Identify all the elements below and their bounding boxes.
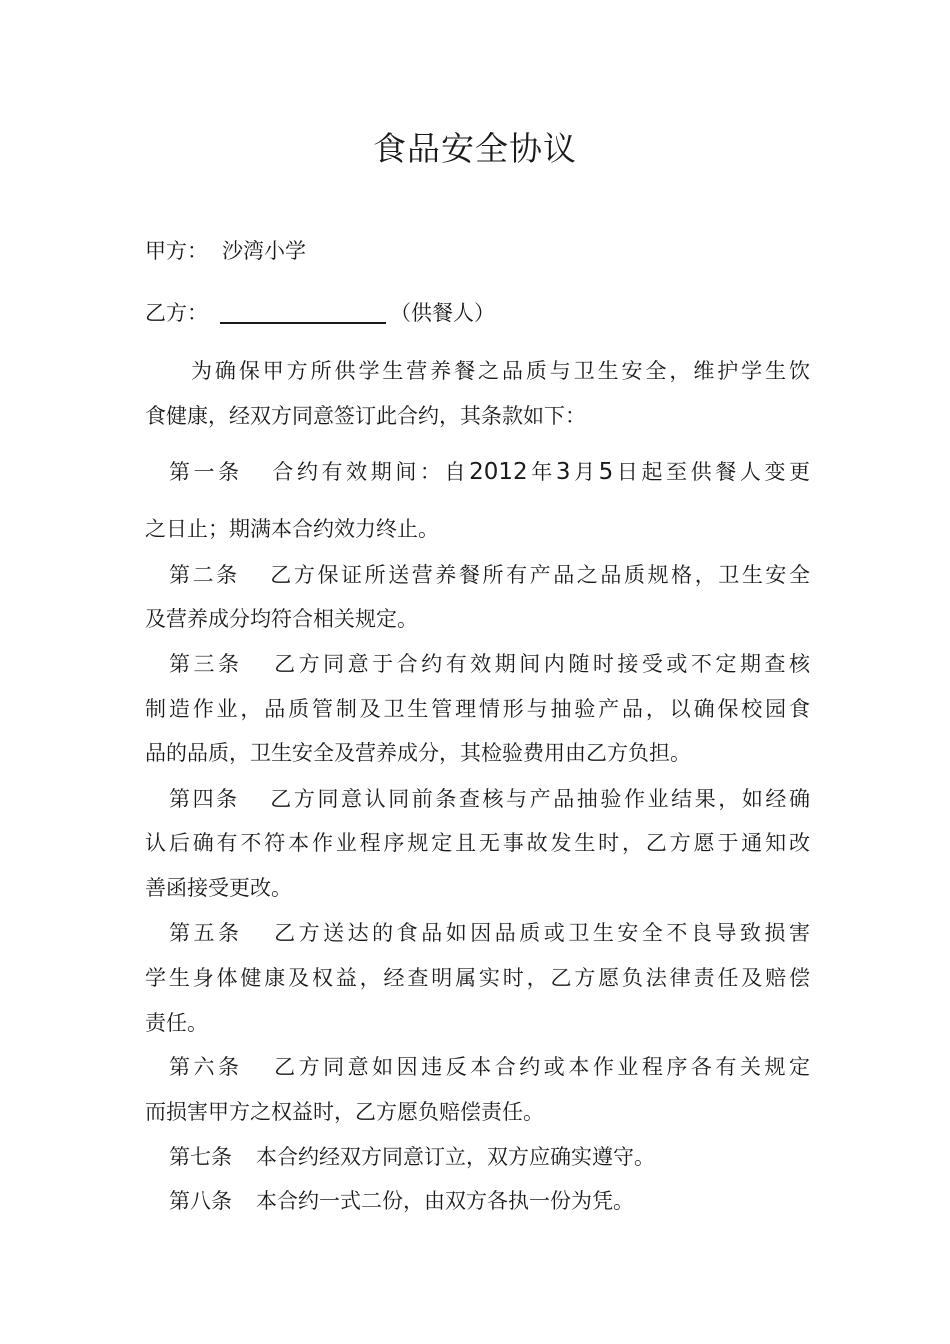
party-a-line bbox=[145, 236, 810, 266]
article-6-text: 乙方同意如因违反本合约或本作业程序各有关规定 bbox=[270, 1055, 811, 1079]
article-1-text-b: 年 bbox=[527, 460, 556, 484]
party-b-line bbox=[145, 298, 810, 328]
article-6-line-2: 而损害甲方之权益时，乙方愿负赔偿责任。 bbox=[145, 1100, 544, 1124]
article-3-line-3: 品的品质，卫生安全及营养成分，其检验费用由乙方负担。 bbox=[145, 741, 691, 765]
article-2-text: 乙方保证所送营养餐所有产品之品质规格，卫生安全 bbox=[267, 563, 811, 587]
article-7-line-1 bbox=[145, 1142, 810, 1172]
party-b-label: 乙方： bbox=[145, 301, 208, 325]
article-2-label: 第二条 bbox=[169, 563, 240, 587]
party-b-note: （供餐人） bbox=[390, 301, 495, 325]
article-8-label: 第八条 bbox=[169, 1189, 232, 1213]
article-5-label: 第五条 bbox=[169, 921, 243, 945]
document-title: 食品安全协议 bbox=[373, 129, 577, 168]
article-5-text: 乙方送达的食品如因品质或卫生安全不良导致损害 bbox=[270, 921, 811, 945]
party-a-label: 甲方： bbox=[145, 239, 208, 263]
article-4-label: 第四条 bbox=[169, 787, 240, 811]
article-3-line-2: 制造作业，品质管制及卫生管理情形与抽验产品，以确保校园食 bbox=[145, 697, 810, 721]
article-7-text: 本合约经双方同意订立，双方应确实遵守。 bbox=[256, 1145, 655, 1169]
article-8-text: 本合约一式二份，由双方各执一份为凭。 bbox=[256, 1189, 634, 1213]
article-1-day: 5 bbox=[598, 459, 614, 485]
party-b-blank-line bbox=[220, 298, 386, 324]
article-3-line-1 bbox=[145, 649, 810, 679]
article-1-month: 3 bbox=[555, 459, 571, 485]
article-1-line-1 bbox=[145, 457, 810, 487]
article-4-text: 乙方同意认同前条查核与产品抽验作业结果，如经确 bbox=[267, 787, 811, 811]
article-2-line-2: 及营养成分均符合相关规定。 bbox=[145, 607, 418, 631]
article-5-line-1 bbox=[145, 918, 810, 948]
party-a-value: 沙湾小学 bbox=[222, 239, 306, 263]
intro-line-2: 食健康，经双方同意签订此合约，其条款如下： bbox=[145, 404, 586, 428]
article-5-line-3: 责任。 bbox=[145, 1011, 208, 1035]
article-4-line-3: 善函接受更改。 bbox=[145, 876, 292, 900]
article-4-line-1 bbox=[145, 784, 810, 814]
article-1-label: 第一条 bbox=[169, 460, 243, 484]
article-3-label: 第三条 bbox=[169, 652, 243, 676]
article-5-line-2: 学生身体健康及权益，经查明属实时，乙方愿负法律责任及赔偿 bbox=[145, 966, 810, 990]
article-7-label: 第七条 bbox=[169, 1145, 232, 1169]
article-1-line-2: 之日止；期满本合约效力终止。 bbox=[145, 517, 439, 541]
article-6-line-1 bbox=[145, 1052, 810, 1082]
article-1-text-d: 日起至供餐人变更 bbox=[613, 460, 811, 484]
intro-line-1: 为确保甲方所供学生营养餐之品质与卫生安全，维护学生饮 bbox=[191, 359, 810, 383]
article-1-year: 2012 bbox=[469, 459, 528, 485]
article-6-label: 第六条 bbox=[169, 1055, 243, 1079]
article-1-text-c: 月 bbox=[570, 460, 599, 484]
article-1-text-a: 合约有效期间：自 bbox=[268, 460, 470, 484]
article-3-text: 乙方同意于合约有效期间内随时接受或不定期查核 bbox=[270, 652, 811, 676]
article-4-line-2: 认后确有不符本作业程序规定且无事故发生时，乙方愿于通知改 bbox=[145, 831, 810, 855]
article-8-line-1 bbox=[145, 1186, 810, 1216]
article-2-line-1 bbox=[145, 560, 810, 590]
